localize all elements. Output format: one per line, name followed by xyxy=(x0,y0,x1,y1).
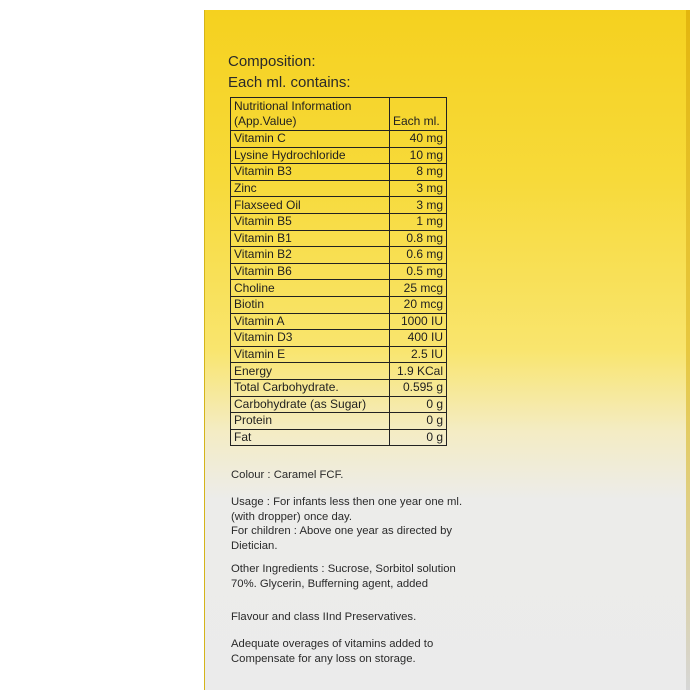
nutrient-value: 0.5 mg xyxy=(390,263,447,280)
nutrient-name: Flaxseed Oil xyxy=(231,197,390,214)
table-row xyxy=(231,131,447,148)
overages-line: Compensate for any loss on storage. xyxy=(231,652,416,665)
composition-subtitle: Each ml. contains: xyxy=(228,74,351,91)
nutrient-value: 0 g xyxy=(390,413,447,430)
colour-text: Colour : Caramel FCF. xyxy=(231,469,344,481)
usage-line: Dietician. xyxy=(231,539,278,552)
header-nutritional-info xyxy=(231,98,390,131)
nutrient-value: 1 mg xyxy=(390,213,447,230)
composition-title: Composition: xyxy=(228,53,316,70)
nutrient-name: Vitamin E xyxy=(231,346,390,363)
table-row xyxy=(231,313,447,330)
table-row xyxy=(231,429,447,446)
nutrient-name: Zinc xyxy=(231,180,390,197)
nutrient-name: Carbohydrate (as Sugar) xyxy=(231,396,390,413)
nutrient-name: Fat xyxy=(231,429,390,446)
overages-line: Adequate overages of vitamins added to xyxy=(231,638,434,650)
table-header-row xyxy=(231,98,447,131)
nutrient-name: Vitamin B3 xyxy=(231,164,390,181)
header-col1-line2: (App.Value) xyxy=(234,114,297,128)
nutrient-name: Protein xyxy=(231,413,390,430)
header-each-ml: Each ml. xyxy=(390,98,447,131)
table-row xyxy=(231,296,447,313)
nutrient-name: Vitamin B1 xyxy=(231,230,390,247)
table-row xyxy=(231,147,447,164)
nutrient-value: 0.6 mg xyxy=(390,247,447,264)
usage-line: For children : Above one year as directed by xyxy=(231,525,453,537)
table-row xyxy=(231,379,447,396)
header-col1-line1: Nutritional Information xyxy=(234,99,352,113)
nutrient-value: 2.5 IU xyxy=(390,346,447,363)
table-row xyxy=(231,164,447,181)
nutrient-name: Biotin xyxy=(231,296,390,313)
nutrient-name: Vitamin D3 xyxy=(231,330,390,347)
nutrient-value: 8 mg xyxy=(390,164,447,181)
nutrient-value: 0 g xyxy=(390,396,447,413)
nutrient-name: Total Carbohydrate. xyxy=(231,379,390,396)
table-row xyxy=(231,280,447,297)
ingredients-line: Other Ingredients : Sucrose, Sorbitol solution xyxy=(231,563,456,575)
nutrient-name: Vitamin A xyxy=(231,313,390,330)
nutrient-value: 20 mcg xyxy=(390,296,447,313)
table-row xyxy=(231,263,447,280)
nutrient-name: Lysine Hydrochloride xyxy=(231,147,390,164)
table-row xyxy=(231,396,447,413)
nutrient-value: 400 IU xyxy=(390,330,447,347)
nutrient-value: 0.595 g xyxy=(390,379,447,396)
ingredients-line: 70%. Glycerin, Bufferning agent, added xyxy=(231,577,428,590)
usage-line: Usage : For infants less then one year one ml. xyxy=(231,496,463,508)
nutrient-name: Vitamin C xyxy=(231,131,390,148)
nutrient-name: Vitamin B6 xyxy=(231,263,390,280)
table-row xyxy=(231,230,447,247)
table-row xyxy=(231,197,447,214)
table-row xyxy=(231,247,447,264)
table-row xyxy=(231,346,447,363)
nutrient-value: 40 mg xyxy=(390,131,447,148)
ingredients-block xyxy=(231,562,471,591)
nutrient-value: 0 g xyxy=(390,429,447,446)
usage-block xyxy=(231,495,471,553)
table-row xyxy=(231,413,447,430)
nutrient-name: Vitamin B2 xyxy=(231,247,390,264)
nutrient-name: Vitamin B5 xyxy=(231,213,390,230)
table-row xyxy=(231,180,447,197)
usage-line: (with dropper) once day. xyxy=(231,510,352,523)
nutrient-name: Energy xyxy=(231,363,390,380)
nutrient-value: 1.9 KCal xyxy=(390,363,447,380)
nutrient-value: 10 mg xyxy=(390,147,447,164)
nutrient-value: 3 mg xyxy=(390,197,447,214)
table-row xyxy=(231,213,447,230)
nutrient-value: 0.8 mg xyxy=(390,230,447,247)
nutrient-name: Choline xyxy=(231,280,390,297)
overages-block xyxy=(231,637,471,666)
table-row xyxy=(231,330,447,347)
nutrient-value: 3 mg xyxy=(390,180,447,197)
carton-side-edge xyxy=(686,10,690,690)
flavour-text: Flavour and class IInd Preservatives. xyxy=(231,611,417,623)
nutrient-value: 1000 IU xyxy=(390,313,447,330)
table-row xyxy=(231,363,447,380)
nutrient-value: 25 mcg xyxy=(390,280,447,297)
nutrition-table xyxy=(230,97,447,446)
